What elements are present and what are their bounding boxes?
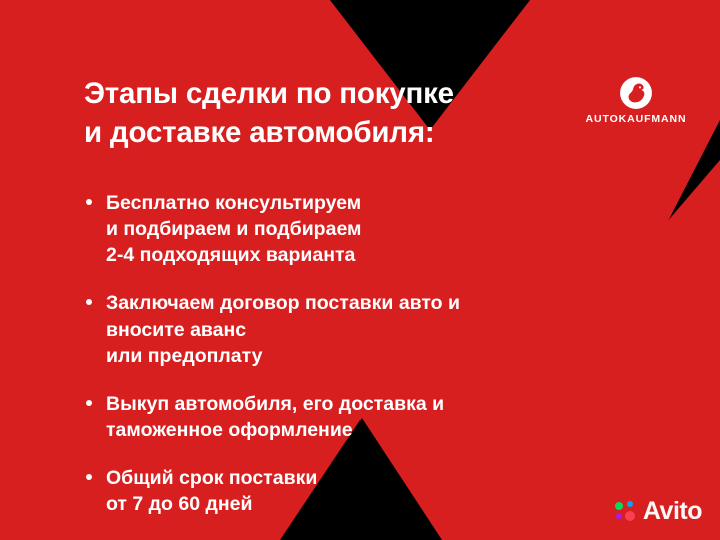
avito-dots-icon xyxy=(615,501,637,523)
list-item xyxy=(84,391,644,443)
list-item-line: таможенное оформление xyxy=(106,418,353,441)
swan-mark-icon xyxy=(619,76,653,110)
list-item-line: от 7 до 60 дней xyxy=(106,493,253,516)
headline-line-2: и доставке автомобиля: xyxy=(84,116,435,150)
list-item-line: 2-4 подходящих варианта xyxy=(106,244,356,267)
list-item-line: Общий срок поставки xyxy=(106,467,318,489)
list-item-line: Выкуп автомобиля, его доставка и xyxy=(106,392,445,415)
brand-logo-text: AUTOKAUFMANN xyxy=(585,113,687,125)
list-item-line: Бесплатно консультируем xyxy=(106,192,362,214)
brand-logo xyxy=(576,76,696,125)
steps-list xyxy=(84,190,644,539)
list-item-line: вносите аванс xyxy=(106,318,247,341)
list-item-line: Заключаем договор поставки авто и xyxy=(106,292,460,315)
avito-watermark-label: Avito xyxy=(642,497,702,525)
list-item xyxy=(84,290,644,368)
list-item-line: или предоплату xyxy=(106,344,263,367)
headline-line-1: Этапы сделки по покупке xyxy=(84,77,454,110)
avito-watermark xyxy=(615,497,702,526)
list-item xyxy=(84,190,644,268)
list-item xyxy=(84,465,644,517)
page-title xyxy=(84,74,604,152)
list-item-line: и подбираем и подбираем xyxy=(106,218,362,241)
